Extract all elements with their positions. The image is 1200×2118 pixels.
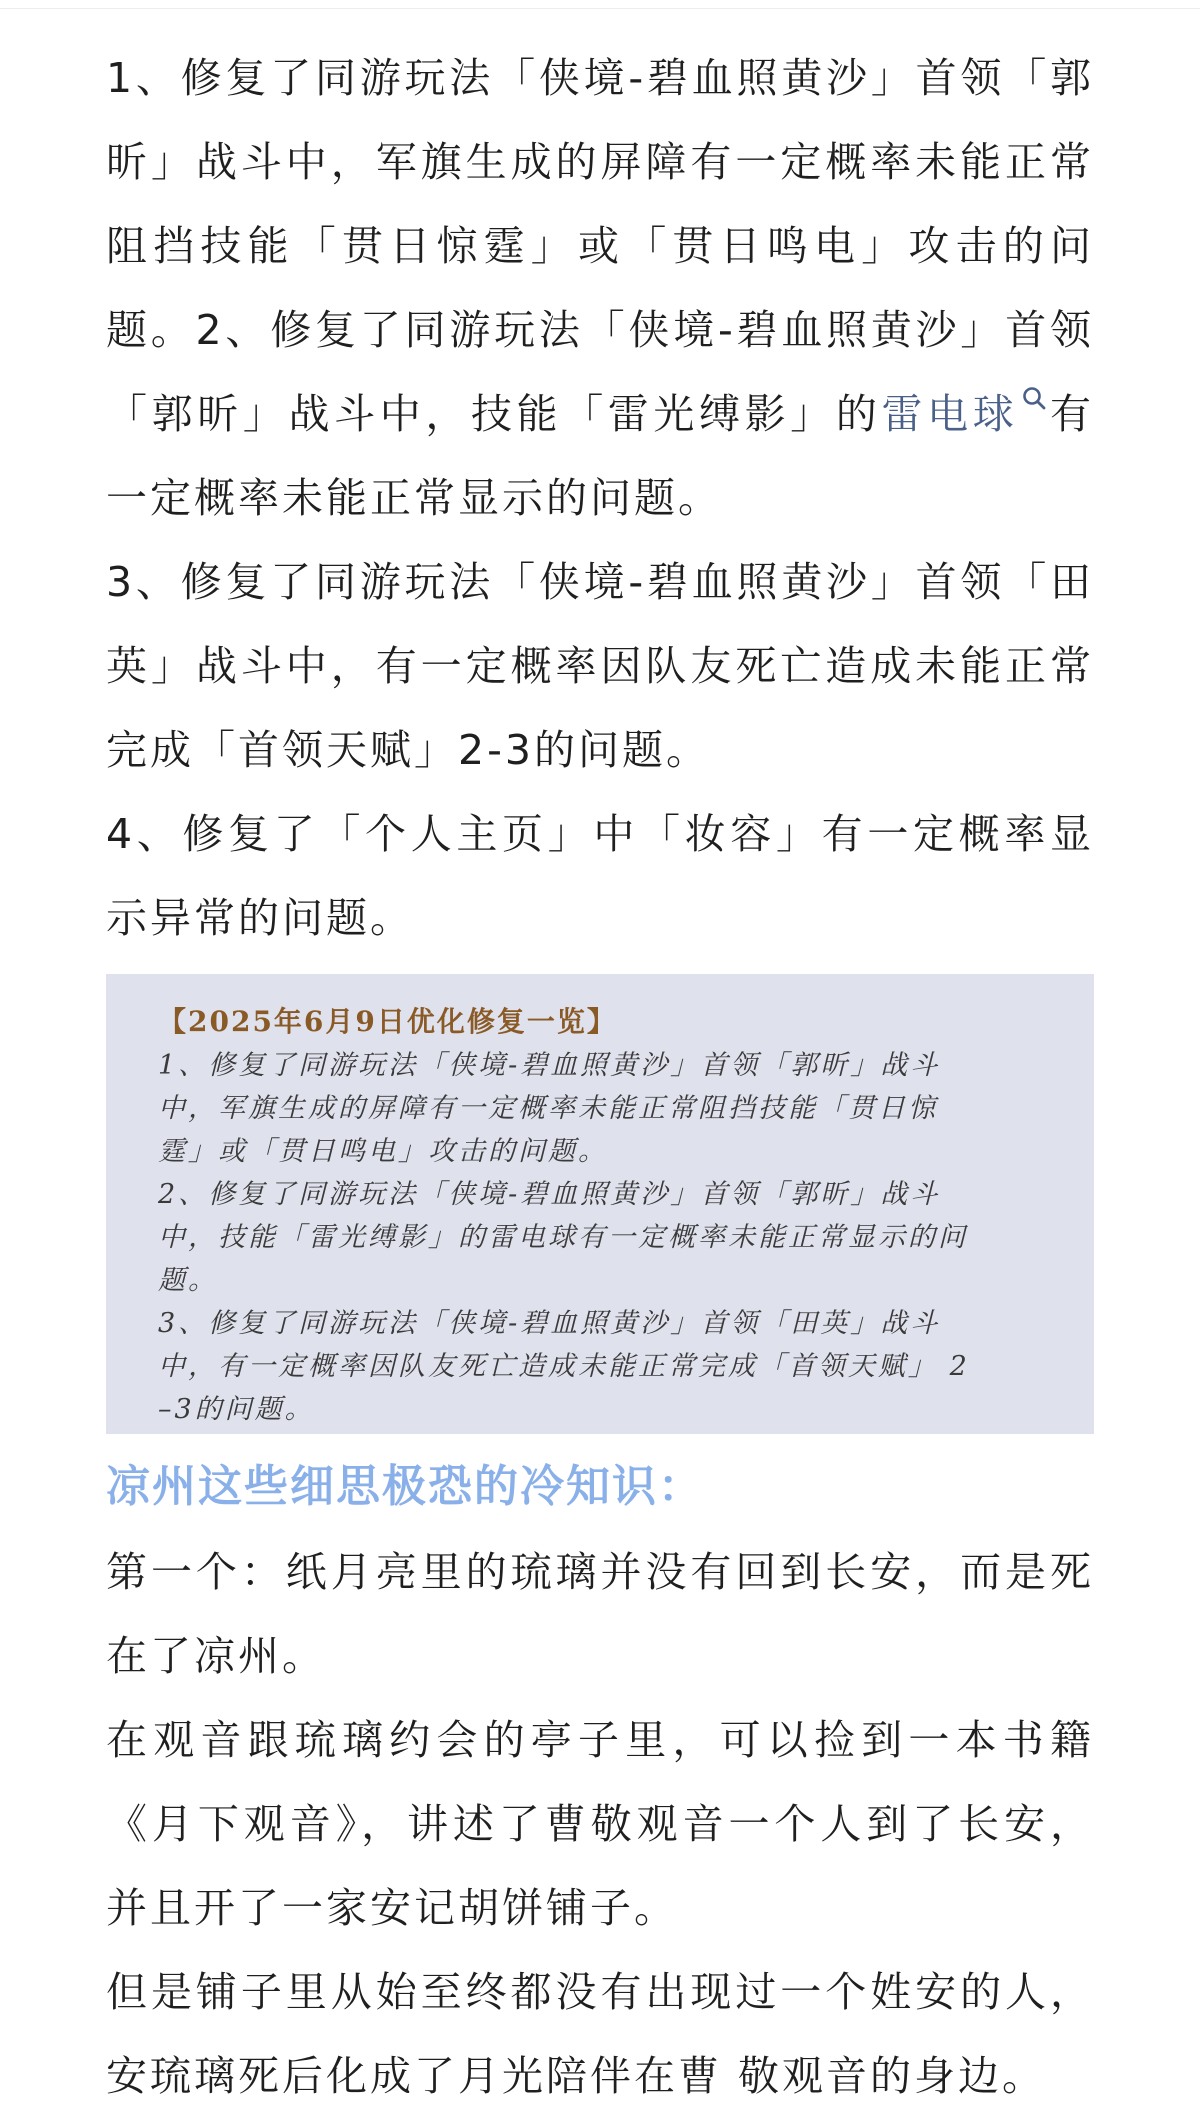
image-line: 题。 <box>158 1265 218 1296</box>
top-divider <box>0 0 1200 9</box>
paragraph-trivia-3: 但是铺子里从始至终都没有出现过一个姓安的人，安琉璃死后化成了月光陪伴在曹 敬观音的身边。 <box>106 1968 1094 2100</box>
paragraph-text: 1、修复了同游玩法「侠境-碧血照黄沙」首领「郭昕」战斗中，军旗生成的屏障有一定概率未能正常阻挡技能「贯日惊霆」或「贯日鸣电」攻击的问题。2、修复了同游玩法「侠境-碧血照黄沙」首领「郭昕」战斗中，技能「雷光缚影」的 <box>106 54 1094 438</box>
article-body <box>106 36 1094 2118</box>
paragraph-fix-4: 4、修复了「个人主页」中「妆容」有一定概率显示异常的问题。 <box>106 810 1094 942</box>
paragraph-trivia-2: 在观音跟琉璃约会的亭子里，可以捡到一本书籍《月下观音》，讲述了曹敬观音一个人到了长安，并且开了一家安记胡饼铺子。 <box>106 1716 1094 1932</box>
image-line: 3、修复了同游玩法「侠境-碧血照黄沙」首领「田英」战斗 <box>158 1308 941 1339</box>
image-line: 中，军旗生成的屏障有一定概率未能正常阻挡技能「贯日惊 <box>158 1093 938 1124</box>
image-line: 中，技能「雷光缚影」的雷电球有一定概率未能正常显示的问 <box>158 1222 968 1253</box>
paragraph-fix-1-2 <box>106 36 1094 540</box>
patch-notes-image[interactable] <box>106 974 1094 1434</box>
image-line: 霆」或「贯日鸣电」攻击的问题。 <box>158 1136 608 1167</box>
image-header: 【2025年6月9日优化修复一览】 <box>158 1005 617 1038</box>
paragraph-text: 有一定概率未能正常显示的问题。 <box>106 390 1095 522</box>
paragraph-fix-3: 3、修复了同游玩法「侠境-碧血照黄沙」首领「田英」战斗中，有一定概率因队友死亡造成未能正常完成「首领天赋」2-3的问题。 <box>106 558 1094 774</box>
section-title: 凉州这些细思极恐的冷知识： <box>106 1461 704 1512</box>
keyword-link-thunderball[interactable]: 雷电球 <box>881 390 1019 438</box>
image-line: –3的问题。 <box>158 1394 315 1425</box>
search-icon[interactable] <box>1022 386 1048 414</box>
image-line: 2、修复了同游玩法「侠境-碧血照黄沙」首领「郭昕」战斗 <box>158 1179 941 1210</box>
image-line: 中，有一定概率因队友死亡造成未能正常完成「首领天赋」 2 <box>158 1351 970 1382</box>
image-line: 1、修复了同游玩法「侠境-碧血照黄沙」首领「郭昕」战斗 <box>158 1050 941 1081</box>
paragraph-trivia-1: 第一个：纸月亮里的琉璃并没有回到长安，而是死在了凉州。 <box>106 1548 1094 1680</box>
